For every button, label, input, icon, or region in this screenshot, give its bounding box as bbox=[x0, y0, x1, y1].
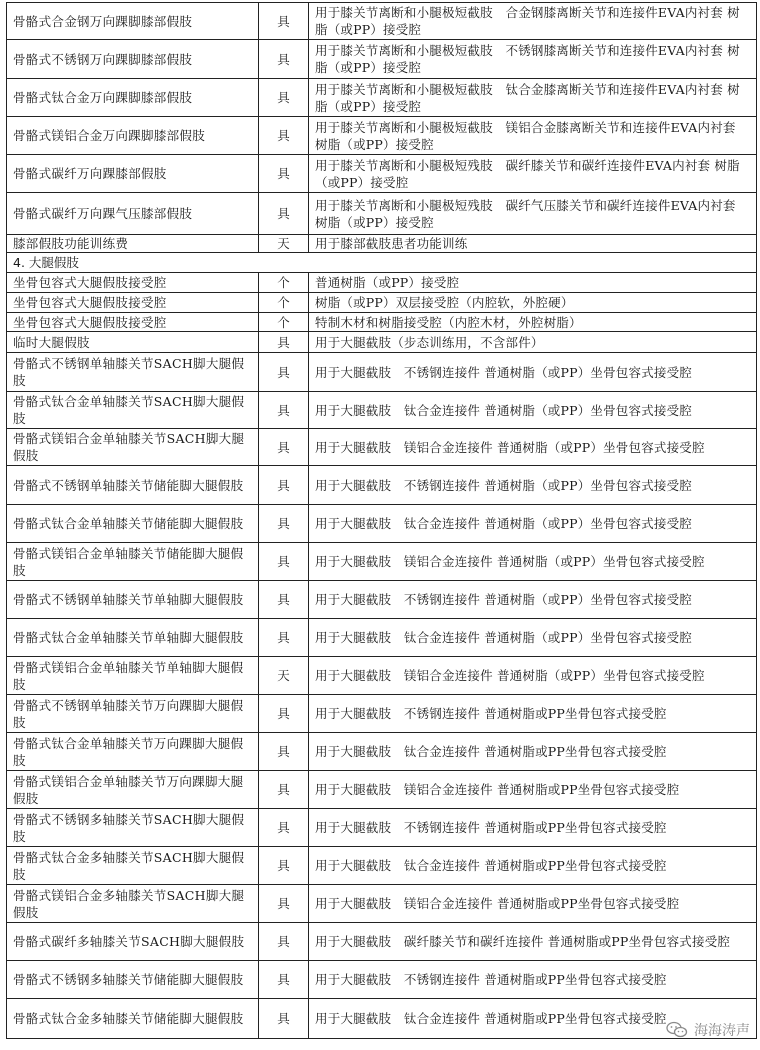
item-name-cell: 骨骼式镁铝合金单轴膝关节万向踝脚大腿假肢 bbox=[7, 771, 259, 809]
unit-cell: 具 bbox=[259, 429, 309, 466]
description-cell: 用于膝关节离断和小腿极短残肢 碳纤气压膝关节和碳纤连接件EVA内衬套 树脂（或PP）接受腔 bbox=[309, 193, 757, 235]
description-cell: 用于大腿截肢 镁铝合金连接件 普通树脂（或PP）坐骨包容式接受腔 bbox=[309, 429, 757, 466]
table-row bbox=[7, 581, 757, 619]
item-name-cell: 坐骨包容式大腿假肢接受腔 bbox=[7, 273, 259, 293]
description-cell: 用于膝关节离断和小腿极短截肢 不锈钢膝离断关节和连接件EVA内衬套 树脂（或PP）接受腔 bbox=[309, 40, 757, 79]
item-name-cell: 骨骼式钛合金单轴膝关节单轴脚大腿假肢 bbox=[7, 619, 259, 657]
table-row bbox=[7, 885, 757, 923]
item-name-cell: 骨骼式不锈钢单轴膝关节单轴脚大腿假肢 bbox=[7, 581, 259, 619]
description-cell: 用于大腿截肢 碳纤膝关节和碳纤连接件 普通树脂或PP坐骨包容式接受腔 bbox=[309, 923, 757, 961]
item-name-cell: 骨骼式不锈钢多轴膝关节储能脚大腿假肢 bbox=[7, 961, 259, 999]
description-cell: 用于膝关节离断和小腿极短截肢 镁铝合金膝离断关节和连接件EVA内衬套 树脂（或PP）接受腔 bbox=[309, 117, 757, 155]
unit-cell: 具 bbox=[259, 923, 309, 961]
table-row bbox=[7, 3, 757, 40]
table-row bbox=[7, 273, 757, 293]
unit-cell: 具 bbox=[259, 695, 309, 733]
table-row bbox=[7, 79, 757, 117]
unit-cell: 具 bbox=[259, 117, 309, 155]
description-cell: 用于大腿截肢 镁铝合金连接件 普通树脂或PP坐骨包容式接受腔 bbox=[309, 885, 757, 923]
table-body bbox=[7, 3, 757, 1039]
table-row bbox=[7, 466, 757, 505]
item-name-cell: 骨骼式钛合金多轴膝关节储能脚大腿假肢 bbox=[7, 999, 259, 1039]
unit-cell: 个 bbox=[259, 313, 309, 332]
item-name-cell: 坐骨包容式大腿假肢接受腔 bbox=[7, 313, 259, 332]
watermark bbox=[666, 1020, 750, 1040]
table-row bbox=[7, 193, 757, 235]
unit-cell: 具 bbox=[259, 771, 309, 809]
table-row bbox=[7, 961, 757, 999]
item-name-cell: 骨骼式碳纤万向踝膝部假肢 bbox=[7, 155, 259, 193]
description-cell: 用于膝关节离断和小腿极短截肢 钛合金膝离断关节和连接件EVA内衬套 树脂（或PP）接受腔 bbox=[309, 79, 757, 117]
description-cell: 用于大腿截肢 钛合金连接件 普通树脂或PP坐骨包容式接受腔 bbox=[309, 999, 757, 1039]
table-row bbox=[7, 332, 757, 353]
description-cell: 用于大腿截肢 钛合金连接件 普通树脂（或PP）坐骨包容式接受腔 bbox=[309, 619, 757, 657]
table-row bbox=[7, 40, 757, 79]
description-cell: 用于大腿截肢 不锈钢连接件 普通树脂或PP坐骨包容式接受腔 bbox=[309, 809, 757, 847]
description-cell: 用于大腿截肢 钛合金连接件 普通树脂（或PP）坐骨包容式接受腔 bbox=[309, 505, 757, 543]
unit-cell: 具 bbox=[259, 961, 309, 999]
item-name-cell: 骨骼式钛合金单轴膝关节万向踝脚大腿假肢 bbox=[7, 733, 259, 771]
item-name-cell: 骨骼式不锈钢单轴膝关节万向踝脚大腿假肢 bbox=[7, 695, 259, 733]
item-name-cell: 膝部假肢功能训练费 bbox=[7, 235, 259, 253]
item-name-cell: 骨骼式碳纤万向踝气压膝部假肢 bbox=[7, 193, 259, 235]
table-row bbox=[7, 293, 757, 313]
watermark-text: 海海涛声 bbox=[694, 1023, 750, 1039]
table-row bbox=[7, 619, 757, 657]
unit-cell: 具 bbox=[259, 392, 309, 429]
item-name-cell: 骨骼式钛合金单轴膝关节储能脚大腿假肢 bbox=[7, 505, 259, 543]
section-row bbox=[7, 253, 757, 273]
item-name-cell: 骨骼式镁铝合金万向踝脚膝部假肢 bbox=[7, 117, 259, 155]
unit-cell: 具 bbox=[259, 581, 309, 619]
unit-cell: 个 bbox=[259, 273, 309, 293]
table-row bbox=[7, 235, 757, 253]
table-row bbox=[7, 695, 757, 733]
table-row bbox=[7, 809, 757, 847]
description-cell: 用于大腿截肢 不锈钢连接件 普通树脂（或PP）坐骨包容式接受腔 bbox=[309, 466, 757, 505]
table-row bbox=[7, 155, 757, 193]
unit-cell: 具 bbox=[259, 3, 309, 40]
table-row bbox=[7, 923, 757, 961]
table-row bbox=[7, 392, 757, 429]
unit-cell: 具 bbox=[259, 505, 309, 543]
unit-cell: 天 bbox=[259, 235, 309, 253]
item-name-cell: 骨骼式不锈钢单轴膝关节储能脚大腿假肢 bbox=[7, 466, 259, 505]
product-table bbox=[6, 2, 757, 1039]
item-name-cell: 临时大腿假肢 bbox=[7, 332, 259, 353]
table-row bbox=[7, 429, 757, 466]
item-name-cell: 骨骼式镁铝合金单轴膝关节单轴脚大腿假肢 bbox=[7, 657, 259, 695]
table-row bbox=[7, 999, 757, 1039]
description-cell: 用于膝关节离断和小腿极短截肢 合金钢膝离断关节和连接件EVA内衬套 树脂（或PP）接受腔 bbox=[309, 3, 757, 40]
description-cell: 用于大腿截肢 镁铝合金连接件 普通树脂（或PP）坐骨包容式接受腔 bbox=[309, 657, 757, 695]
item-name-cell: 坐骨包容式大腿假肢接受腔 bbox=[7, 293, 259, 313]
unit-cell: 天 bbox=[259, 657, 309, 695]
item-name-cell: 骨骼式不锈钢单轴膝关节SACH脚大腿假肢 bbox=[7, 353, 259, 392]
item-name-cell: 骨骼式合金钢万向踝脚膝部假肢 bbox=[7, 3, 259, 40]
description-cell: 用于膝关节离断和小腿极短残肢 碳纤膝关节和碳纤连接件EVA内衬套 树脂（或PP）接受腔 bbox=[309, 155, 757, 193]
description-cell: 用于大腿截肢 不锈钢连接件 普通树脂或PP坐骨包容式接受腔 bbox=[309, 695, 757, 733]
unit-cell: 具 bbox=[259, 999, 309, 1039]
description-cell: 用于大腿截肢 镁铝合金连接件 普通树脂或PP坐骨包容式接受腔 bbox=[309, 771, 757, 809]
item-name-cell: 骨骼式镁铝合金单轴膝关节储能脚大腿假肢 bbox=[7, 543, 259, 581]
item-name-cell: 骨骼式镁铝合金单轴膝关节SACH脚大腿假肢 bbox=[7, 429, 259, 466]
description-cell: 用于大腿截肢 不锈钢连接件 普通树脂（或PP）坐骨包容式接受腔 bbox=[309, 581, 757, 619]
description-cell: 用于大腿截肢 钛合金连接件 普通树脂或PP坐骨包容式接受腔 bbox=[309, 847, 757, 885]
item-name-cell: 骨骼式不锈钢万向踝脚膝部假肢 bbox=[7, 40, 259, 79]
description-cell: 用于大腿截肢 不锈钢连接件 普通树脂或PP坐骨包容式接受腔 bbox=[309, 961, 757, 999]
item-name-cell: 骨骼式镁铝合金多轴膝关节SACH脚大腿假肢 bbox=[7, 885, 259, 923]
unit-cell: 具 bbox=[259, 619, 309, 657]
table-row bbox=[7, 657, 757, 695]
description-cell: 用于膝部截肢患者功能训练 bbox=[309, 235, 757, 253]
unit-cell: 具 bbox=[259, 155, 309, 193]
description-cell: 特制木材和树脂接受腔（内腔木材，外腔树脂） bbox=[309, 313, 757, 332]
table-row bbox=[7, 117, 757, 155]
table-row bbox=[7, 847, 757, 885]
item-name-cell: 骨骼式钛合金单轴膝关节SACH脚大腿假肢 bbox=[7, 392, 259, 429]
description-cell: 用于大腿截肢 不锈钢连接件 普通树脂（或PP）坐骨包容式接受腔 bbox=[309, 353, 757, 392]
item-name-cell: 骨骼式碳纤多轴膝关节SACH脚大腿假肢 bbox=[7, 923, 259, 961]
unit-cell: 具 bbox=[259, 733, 309, 771]
item-name-cell: 骨骼式钛合金多轴膝关节SACH脚大腿假肢 bbox=[7, 847, 259, 885]
table-row bbox=[7, 733, 757, 771]
table-row bbox=[7, 313, 757, 332]
description-cell: 用于大腿截肢 镁铝合金连接件 普通树脂（或PP）坐骨包容式接受腔 bbox=[309, 543, 757, 581]
unit-cell: 具 bbox=[259, 809, 309, 847]
description-cell: 用于大腿截肢 钛合金连接件 普通树脂或PP坐骨包容式接受腔 bbox=[309, 733, 757, 771]
item-name-cell: 骨骼式不锈钢多轴膝关节SACH脚大腿假肢 bbox=[7, 809, 259, 847]
unit-cell: 具 bbox=[259, 332, 309, 353]
table-row bbox=[7, 771, 757, 809]
section-title: 4. 大腿假肢 bbox=[7, 253, 757, 273]
unit-cell: 具 bbox=[259, 885, 309, 923]
unit-cell: 具 bbox=[259, 543, 309, 581]
unit-cell: 具 bbox=[259, 466, 309, 505]
item-name-cell: 骨骼式钛合金万向踝脚膝部假肢 bbox=[7, 79, 259, 117]
unit-cell: 具 bbox=[259, 40, 309, 79]
description-cell: 树脂（或PP）双层接受腔（内腔软，外腔硬） bbox=[309, 293, 757, 313]
description-cell: 普通树脂（或PP）接受腔 bbox=[309, 273, 757, 293]
description-cell: 用于大腿截肢 钛合金连接件 普通树脂（或PP）坐骨包容式接受腔 bbox=[309, 392, 757, 429]
table-row bbox=[7, 543, 757, 581]
unit-cell: 具 bbox=[259, 79, 309, 117]
table-row bbox=[7, 353, 757, 392]
unit-cell: 具 bbox=[259, 193, 309, 235]
description-cell: 用于大腿截肢（步态训练用，不含部件） bbox=[309, 332, 757, 353]
wechat-icon bbox=[666, 1021, 688, 1039]
unit-cell: 具 bbox=[259, 847, 309, 885]
table-row bbox=[7, 505, 757, 543]
unit-cell: 具 bbox=[259, 353, 309, 392]
unit-cell: 个 bbox=[259, 293, 309, 313]
